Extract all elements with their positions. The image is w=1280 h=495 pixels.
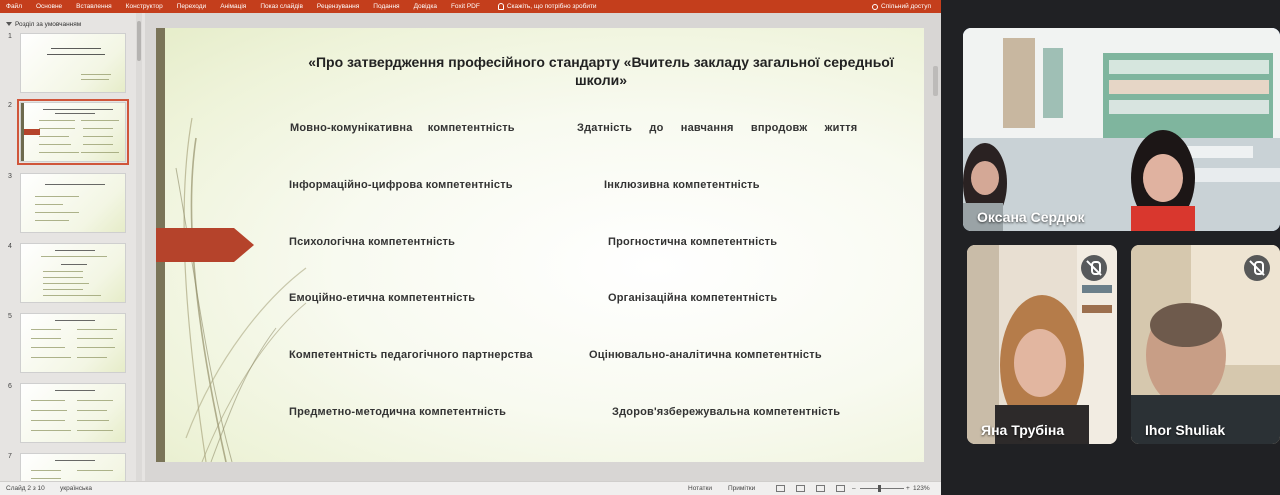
comments-button[interactable]: Примітки (728, 485, 756, 492)
thumb-number: 2 (8, 102, 12, 109)
collapse-triangle-icon (6, 22, 12, 26)
lightbulb-icon (498, 3, 504, 10)
share-label: Спільний доступ (881, 3, 931, 10)
section-label: Розділ за умовчанням (15, 21, 82, 28)
left-competence-1: Мовно-комунікативна компетентність (290, 122, 515, 134)
share-button[interactable] (872, 0, 931, 13)
tab-insert[interactable]: Вставлення (76, 3, 112, 10)
slide-thumbnail-2[interactable] (20, 102, 126, 162)
tab-transitions[interactable]: Переходи (176, 3, 207, 10)
grass-decoration (156, 28, 924, 462)
video-frame-classroom (963, 28, 1280, 231)
thumb-number: 1 (8, 33, 12, 40)
right-competence-2: Інклюзивна компетентність (604, 179, 760, 191)
slide-thumbnail-3[interactable] (20, 173, 126, 233)
right-competence-1: Здатність до навчання впродовж життя (577, 122, 858, 134)
status-bar (0, 481, 941, 495)
tab-help[interactable]: Довідка (413, 3, 437, 10)
slide-thumbnail-6[interactable] (20, 383, 126, 443)
thumb-number: 5 (8, 313, 12, 320)
slide-editing-area (145, 13, 941, 481)
person-icon (872, 4, 878, 10)
right-competence-6: Здоров'язбережувальна компетентність (612, 406, 841, 418)
normal-view-icon[interactable] (776, 485, 785, 492)
mic-off-icon (1081, 255, 1107, 281)
tab-slide-show[interactable]: Показ слайдів (260, 3, 303, 10)
right-competence-3: Прогностична компетентність (608, 236, 778, 248)
participant-tile-3[interactable] (1131, 245, 1280, 444)
slide-thumbnail-5[interactable] (20, 313, 126, 373)
zoom-slider[interactable] (860, 488, 904, 489)
tab-foxit-pdf[interactable]: Foxit PDF (450, 3, 480, 10)
ribbon-tabs (0, 0, 941, 13)
participant-name: Яна Трубіна (981, 422, 1065, 438)
mic-off-icon (1244, 255, 1270, 281)
section-header[interactable] (6, 21, 81, 28)
slide-title: «Про затвердження професійного стандарту «Вчитель закладу загальної середньої школи» (308, 54, 894, 88)
participant-tile-2[interactable] (967, 245, 1117, 444)
slide-vertical-scrollbar[interactable] (932, 58, 939, 468)
zoom-out-icon[interactable]: – (852, 485, 856, 492)
tell-me-box[interactable] (498, 3, 597, 10)
thumb-number: 3 (8, 173, 12, 180)
right-competence-4: Організаційна компетентність (608, 292, 778, 304)
thumb-number: 7 (8, 453, 12, 460)
thumb-number: 4 (8, 243, 12, 250)
left-competence-2: Інформаційно-цифрова компетентність (289, 179, 513, 191)
slide-counter: Слайд 2 з 10 (6, 485, 45, 492)
participant-name: Оксана Сердюк (977, 209, 1085, 225)
tab-animations[interactable]: Анімація (220, 3, 247, 10)
right-competence-5: Оцінювально-аналітична компетентність (589, 349, 822, 361)
slide-thumbnail-7[interactable] (20, 453, 126, 481)
tab-design[interactable]: Конструктор (125, 3, 163, 10)
tab-review[interactable]: Рецензування (316, 3, 360, 10)
left-competence-4: Емоційно-етична компетентність (289, 292, 476, 304)
tab-file[interactable]: Файл (6, 3, 22, 10)
zoom-in-icon[interactable]: + (906, 485, 910, 492)
tab-view[interactable]: Подання (373, 3, 400, 10)
red-arrow-shape (156, 228, 254, 262)
zoom-slider-thumb[interactable] (878, 485, 881, 492)
participant-name: Ihor Shuliak (1145, 422, 1226, 438)
zoom-level[interactable]: 123% (913, 485, 930, 492)
thumbnail-scrollbar[interactable] (136, 13, 142, 481)
current-slide[interactable] (156, 28, 924, 462)
slide-thumbnail-pane (0, 13, 145, 481)
left-competence-6: Предметно-методична компетентність (289, 406, 507, 418)
participant-tile-1[interactable] (963, 28, 1280, 231)
slide-thumbnail-1[interactable] (20, 33, 126, 93)
left-competence-5: Компетентність педагогічного партнерства (289, 349, 533, 361)
slide-sorter-icon[interactable] (796, 485, 805, 492)
language-indicator[interactable]: українська (60, 485, 92, 492)
reading-view-icon[interactable] (816, 485, 825, 492)
slideshow-icon[interactable] (836, 485, 845, 492)
slide-thumbnail-4[interactable] (20, 243, 126, 303)
tab-home[interactable]: Основне (35, 3, 63, 10)
thumb-number: 6 (8, 383, 12, 390)
left-competence-3: Психологічна компетентність (289, 236, 456, 248)
notes-button[interactable]: Нотатки (688, 485, 712, 492)
tell-me-label: Скажіть, що потрібно зробити (506, 3, 597, 10)
